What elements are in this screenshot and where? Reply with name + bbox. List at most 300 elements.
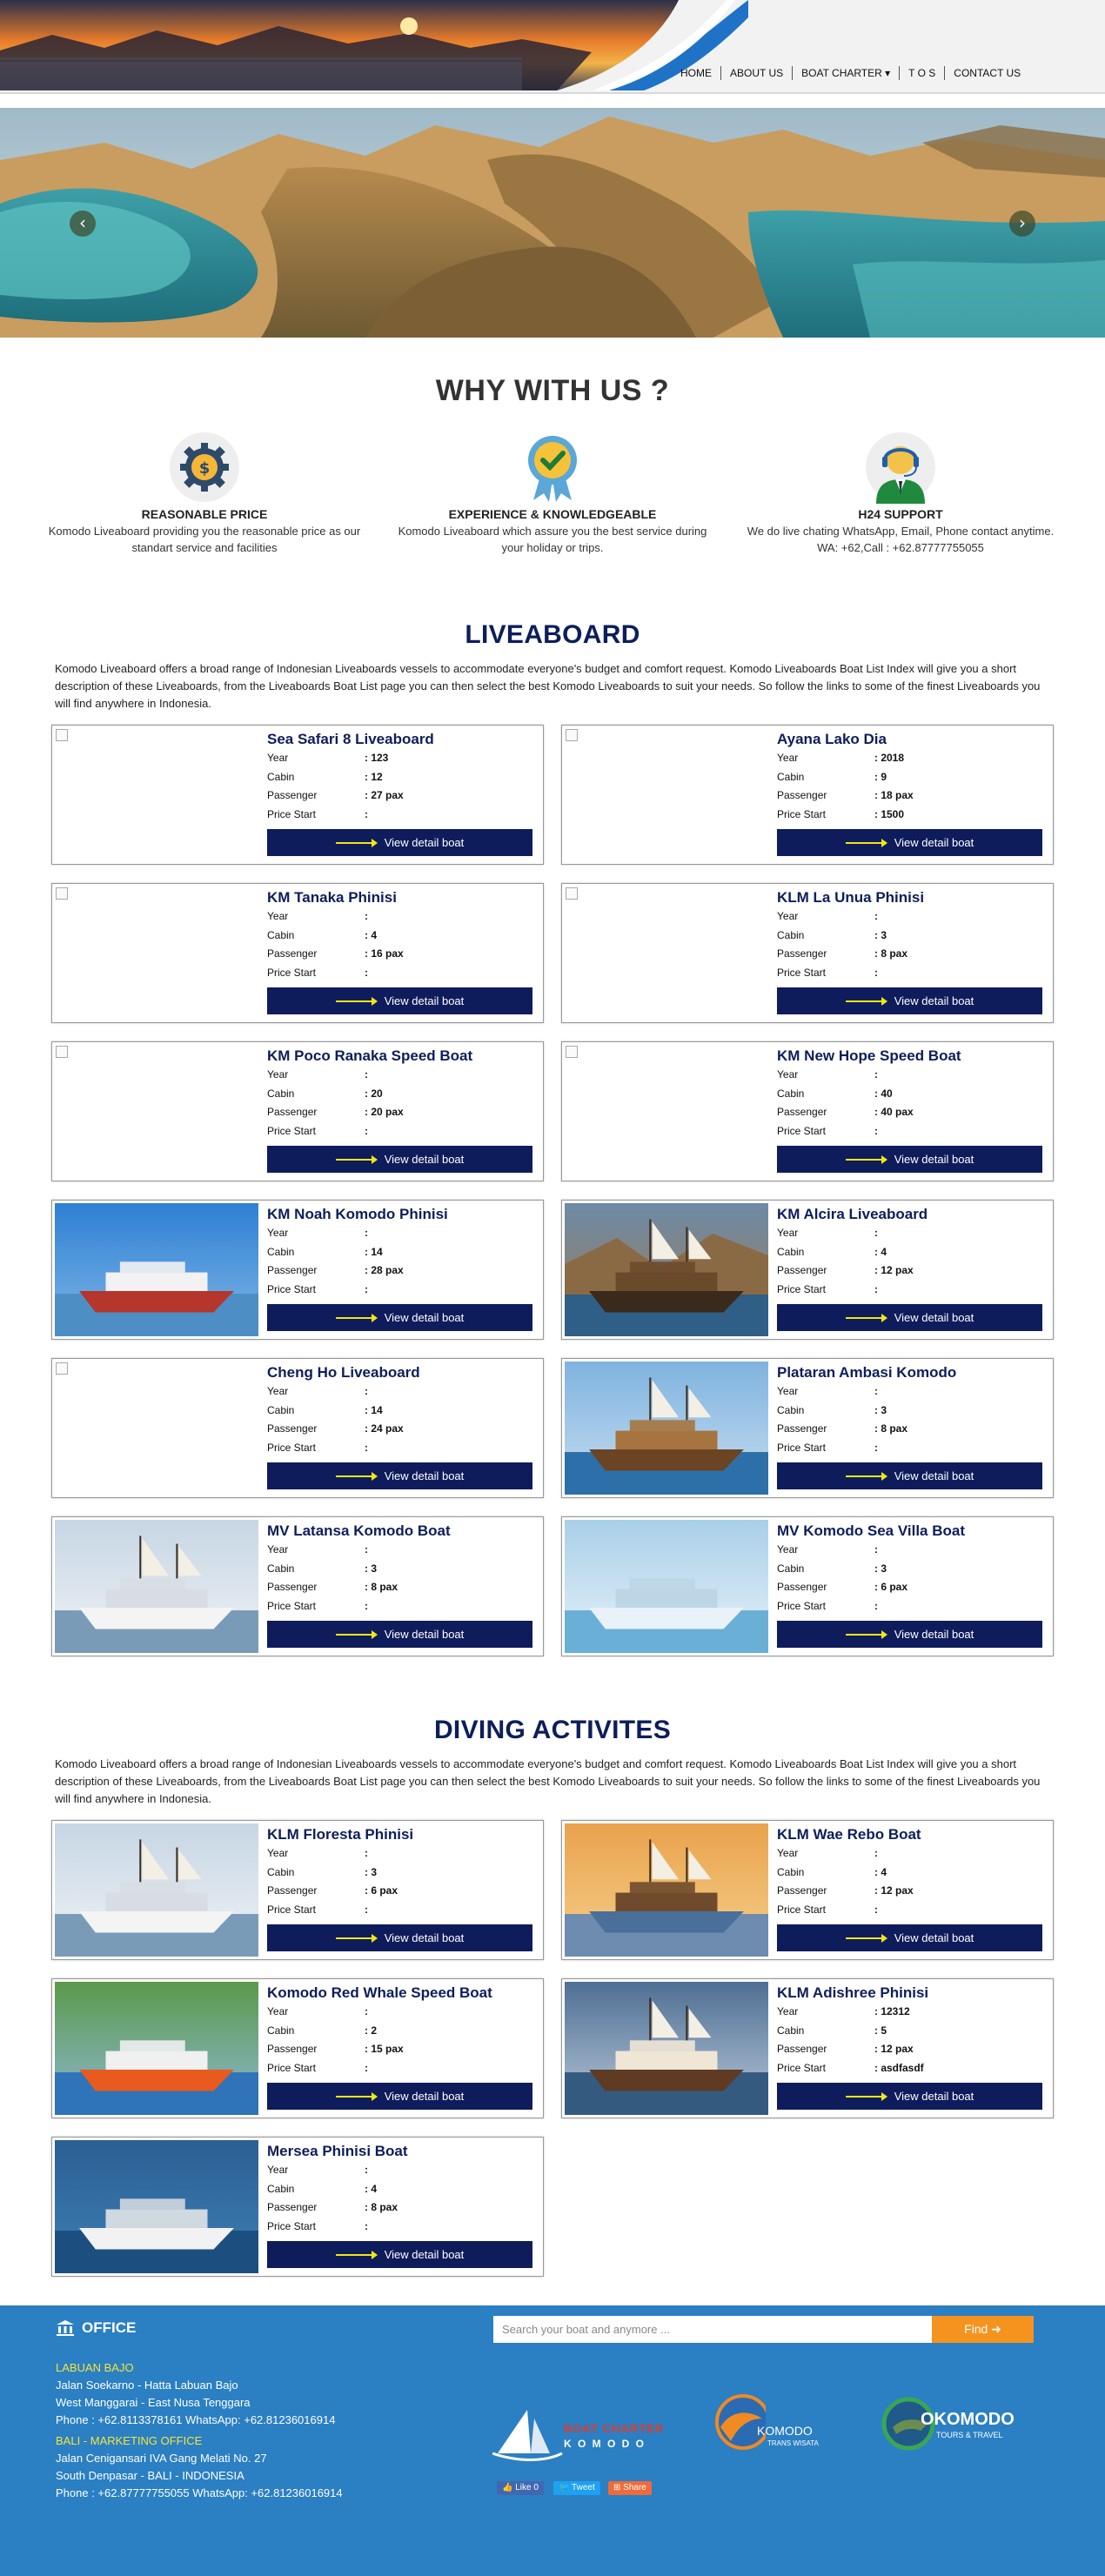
boat-photo[interactable] [55, 1203, 258, 1336]
boat-name[interactable]: KM Noah Komodo Phinisi [267, 1206, 448, 1222]
boat-name[interactable]: Mersea Phinisi Boat [267, 2143, 408, 2159]
hero-carousel [0, 108, 1105, 338]
view-detail-label: View detail boat [894, 1628, 974, 1641]
arrow-right-icon [846, 1634, 886, 1636]
spec-value: : 20 [365, 1087, 383, 1100]
spec-label: Year [777, 1847, 799, 1859]
spec-year [267, 1844, 540, 1863]
spec-cabin [777, 1560, 1050, 1579]
spec-value: : [874, 1543, 878, 1556]
spec-passenger [267, 1261, 540, 1281]
spec-label: Year [777, 910, 799, 922]
office-title: OFFICE [82, 2319, 137, 2336]
view-detail-button[interactable] [267, 1621, 532, 1648]
spec-price [777, 1597, 1050, 1616]
arrow-right-icon [846, 1159, 886, 1161]
spec-price [267, 806, 540, 825]
spec-label: Year [267, 1847, 289, 1859]
spec-year [777, 2003, 1050, 2022]
feature-experience [396, 431, 709, 556]
view-detail-button[interactable] [777, 1146, 1042, 1173]
spec-label: Passenger [777, 1581, 827, 1593]
spec-value: : 4 [365, 2182, 378, 2195]
arrow-right-icon [846, 1317, 886, 1319]
boat-card [51, 1041, 544, 1181]
spec-cabin [777, 1085, 1050, 1104]
view-detail-button[interactable] [267, 1924, 532, 1951]
find-button[interactable]: Find ➜ [932, 2316, 1034, 2343]
boat-name[interactable]: KLM Wae Rebo Boat [777, 1826, 921, 1843]
view-detail-button[interactable] [777, 987, 1042, 1014]
carousel-prev-button[interactable]: ‹ [70, 211, 96, 237]
feature-support [744, 431, 1057, 556]
view-detail-label: View detail boat [894, 1311, 974, 1324]
spec-value: : 14 [365, 1403, 383, 1416]
boat-photo[interactable] [55, 1362, 258, 1495]
spec-value: : 2 [365, 2024, 378, 2037]
spec-passenger [777, 1882, 1050, 1901]
spec-label: Price Start [267, 2219, 317, 2232]
spec-cabin [267, 1560, 540, 1579]
view-detail-button[interactable] [267, 1462, 532, 1489]
logo-text: KOMODO [757, 2424, 813, 2438]
boat-info [258, 1203, 540, 1336]
view-detail-label: View detail boat [894, 1469, 974, 1482]
boat-name[interactable]: MV Latansa Komodo Boat [267, 1522, 451, 1539]
view-detail-label: View detail boat [384, 1311, 465, 1324]
spec-label: Passenger [777, 1884, 827, 1897]
spec-passenger [267, 945, 540, 964]
address-line: Phone : +62.8113378161 WhatsApp: +62.81236016914 [56, 2413, 336, 2426]
spec-label: Passenger [267, 947, 318, 960]
spec-value: : [365, 1385, 368, 1397]
boat-card [51, 725, 544, 865]
search-input[interactable] [493, 2316, 932, 2343]
spec-value: : 123 [365, 752, 389, 764]
spec-price [267, 2059, 540, 2078]
arrow-right-icon [336, 1475, 376, 1477]
spec-value: : [874, 1599, 878, 1612]
spec-year [267, 2003, 540, 2022]
view-detail-label: View detail boat [384, 1153, 465, 1166]
share-button[interactable]: ⊞ Share [608, 2481, 652, 2495]
spec-passenger [267, 2040, 540, 2059]
arrow-right-icon [846, 1000, 886, 1002]
search-bar [493, 2316, 1034, 2343]
boat-info [768, 728, 1050, 861]
view-detail-label: View detail boat [894, 836, 974, 849]
boat-photo[interactable] [55, 887, 258, 1020]
spec-label: Year [777, 1385, 799, 1397]
why-title: WHY WITH US ? [435, 374, 670, 407]
address-line: Phone : +62.87777755055 WhatsApp: +62.81236016914 [56, 2486, 343, 2499]
spec-cabin [777, 1402, 1050, 1421]
spec-value: : 4 [874, 1245, 887, 1258]
spec-year [777, 907, 1050, 927]
boat-info [768, 1203, 1050, 1336]
nav-tos[interactable]: T O S [900, 66, 945, 80]
spec-label: Price Start [267, 966, 317, 979]
spec-year [777, 1066, 1050, 1085]
nav-home[interactable]: HOME [672, 66, 721, 80]
spec-price [267, 2218, 540, 2237]
spec-passenger [267, 2198, 540, 2218]
header-banner [0, 0, 748, 90]
spec-value: : 3 [874, 1403, 887, 1416]
tweet-button[interactable]: 🐦 Tweet [553, 2481, 600, 2495]
boat-photo[interactable] [565, 1982, 768, 2115]
address-line: South Denpasar - BALI - INDONESIA [56, 2469, 244, 2482]
spec-value: : 18 pax [874, 789, 914, 801]
spec-label: Price Start [267, 1903, 317, 1916]
view-detail-label: View detail boat [384, 2090, 465, 2103]
boat-info [258, 887, 540, 1020]
spec-label: Price Start [777, 1282, 827, 1295]
boat-info [258, 1362, 540, 1495]
view-detail-label: View detail boat [384, 1931, 465, 1944]
spec-value: : [874, 910, 878, 922]
spec-value: : [365, 1599, 368, 1612]
diving-title: DIVING ACTIVITES [433, 1716, 672, 1744]
spec-label: Price Start [777, 1599, 827, 1612]
boat-name[interactable]: Sea Safari 8 Liveaboard [267, 731, 434, 747]
office-label: BALI - MARKETING OFFICE [56, 2434, 203, 2447]
spec-passenger [777, 2040, 1050, 2059]
boat-photo[interactable] [565, 1045, 768, 1178]
spec-label: Cabin [777, 928, 805, 941]
broken-image-icon [56, 1362, 68, 1375]
spec-value: : [365, 1903, 368, 1916]
spec-label: Year [777, 1227, 799, 1239]
spec-passenger [777, 945, 1050, 964]
spec-value: : 12 [365, 770, 383, 783]
spec-price [777, 1122, 1050, 1141]
boat-name[interactable]: KM Tanaka Phinisi [267, 889, 397, 906]
spec-value: : 3 [874, 928, 887, 941]
spec-cabin [267, 1402, 540, 1421]
svg-text:$: $ [198, 459, 211, 478]
spec-value: : 1500 [874, 807, 905, 820]
boat-card [51, 1516, 544, 1656]
boat-card [561, 1200, 1054, 1340]
boat-name[interactable]: KLM Adishree Phinisi [777, 1984, 929, 2001]
spec-label: Cabin [267, 2182, 295, 2195]
spec-passenger [267, 1882, 540, 1901]
boat-info [258, 1520, 540, 1653]
arrow-right-icon [336, 842, 376, 844]
view-detail-button[interactable] [267, 2083, 532, 2110]
spec-label: Year [267, 910, 289, 922]
logo-text: K O M O D O [564, 2438, 646, 2450]
spec-value: : [874, 1903, 878, 1916]
arrow-right-icon [336, 1159, 376, 1161]
view-detail-label: View detail boat [894, 2090, 974, 2103]
spec-passenger [777, 786, 1050, 806]
spec-year [777, 1382, 1050, 1402]
spec-value: : 8 pax [365, 2201, 398, 2213]
spec-label: Price Start [267, 1124, 317, 1137]
spec-year [777, 1844, 1050, 1863]
spec-label: Passenger [777, 1106, 827, 1118]
logo-text: BOAT CHARTER [564, 2422, 665, 2435]
spec-label: Price Start [267, 2061, 317, 2074]
boat-info [768, 1823, 1050, 1957]
spec-label: Year [267, 752, 289, 764]
spec-label: Year [267, 1068, 289, 1081]
view-detail-button[interactable] [267, 1146, 532, 1173]
spec-price [777, 1901, 1050, 1920]
spec-cabin [267, 1085, 540, 1104]
spec-label: Cabin [267, 1403, 295, 1416]
spec-cabin [267, 768, 540, 787]
office-label: LABUAN BAJO [56, 2361, 134, 2374]
view-detail-button[interactable] [777, 1621, 1042, 1648]
boat-card [51, 1978, 544, 2118]
why-section [0, 374, 1105, 556]
spec-label: Year [267, 2005, 289, 2017]
spec-value: : 40 [874, 1087, 893, 1100]
arrow-right-icon [846, 2096, 886, 2098]
boat-name[interactable]: KLM La Unua Phinisi [777, 889, 925, 906]
spec-cabin [777, 927, 1050, 946]
spec-label: Cabin [777, 1245, 805, 1258]
view-detail-button[interactable] [777, 829, 1042, 856]
nav-about-us[interactable]: ABOUT US [721, 66, 793, 80]
spec-value: : 28 pax [365, 1264, 404, 1276]
labuan-bajo-address [56, 2359, 335, 2429]
hero-landscape-image [0, 108, 1105, 338]
broken-image-icon [56, 1046, 68, 1058]
spec-cabin [267, 927, 540, 946]
boat-name[interactable]: KLM Floresta Phinisi [267, 1826, 414, 1843]
spec-value: : [365, 966, 368, 979]
spec-value: : 12 pax [874, 1884, 914, 1897]
liveaboard-desc: Komodo Liveaboard offers a broad range of Indonesian Liveaboards vessels to accommodate everyone's budget and comfort request. Komodo Liveaboards Boat List Index will give you a short description of these Liveaboards, from the Liveaboards Boat List page you can then select the best Komodo Liveaboards to suit your needs. So follow the links to some of the finest Liveaboards you will find anywhere in Indonesia. [55, 662, 1041, 710]
view-detail-button[interactable] [267, 1304, 532, 1331]
spec-value: : 4 [365, 928, 378, 941]
spec-value: : [365, 2219, 368, 2232]
spec-label: Price Start [777, 807, 827, 820]
spec-value: : [874, 966, 878, 979]
spec-price [777, 1439, 1050, 1458]
arrow-right-icon [336, 1000, 376, 1002]
address-line: Jalan Soekarno - Hatta Labuan Bajo [56, 2379, 238, 2392]
spec-label: Price Start [267, 807, 317, 820]
spec-year [267, 907, 540, 927]
spec-value: : [365, 1282, 368, 1295]
site-header [0, 0, 1105, 94]
spec-value: : [365, 1068, 368, 1081]
boat-photo[interactable] [565, 1823, 768, 1957]
main-nav [672, 64, 1029, 82]
spec-label: Passenger [267, 1264, 318, 1276]
view-detail-button[interactable] [267, 829, 532, 856]
boat-info [258, 1045, 540, 1178]
boat-photo[interactable] [565, 728, 768, 861]
spec-label: Price Start [777, 966, 827, 979]
spec-passenger [267, 1420, 540, 1439]
view-detail-button[interactable] [267, 2241, 532, 2268]
spec-value: : [874, 1282, 878, 1295]
view-detail-button[interactable] [777, 1924, 1042, 1951]
broken-image-icon [566, 887, 578, 900]
boat-photo[interactable] [565, 1520, 768, 1653]
boat-photo[interactable] [565, 887, 768, 1020]
view-detail-label: View detail boat [384, 836, 465, 849]
spec-label: Year [267, 1385, 289, 1397]
spec-value: : [365, 910, 368, 922]
spec-passenger [267, 1578, 540, 1597]
spec-price [777, 1281, 1050, 1300]
spec-label: Passenger [267, 1106, 318, 1118]
boat-name[interactable]: Komodo Red Whale Speed Boat [267, 1984, 492, 2001]
spec-label: Passenger [267, 789, 318, 801]
boat-name[interactable]: Plataran Ambasi Komodo [777, 1364, 957, 1381]
view-detail-button[interactable] [777, 1304, 1042, 1331]
boat-photo[interactable] [55, 1982, 258, 2115]
boat-name[interactable]: Ayana Lako Dia [777, 731, 887, 747]
boat-info [768, 1045, 1050, 1178]
carousel-next-button[interactable]: › [1009, 211, 1035, 237]
spec-label: Price Start [777, 1903, 827, 1916]
boat-name[interactable]: Cheng Ho Liveaboard [267, 1364, 420, 1381]
okomodo-logo[interactable] [881, 2392, 1037, 2462]
spec-price [267, 1281, 540, 1300]
boat-info [768, 1362, 1050, 1495]
spec-label: Cabin [267, 770, 295, 783]
spec-value: : 12 pax [874, 1264, 914, 1276]
support-agent-icon [864, 431, 937, 504]
nav-boat-charter-dropdown[interactable]: BOAT CHARTER ▾ [793, 66, 900, 80]
address-line: West Manggarai - East Nusa Tenggara [56, 2396, 251, 2409]
spec-label: Year [777, 1543, 799, 1556]
spec-label: Price Start [777, 1441, 827, 1454]
boat-photo[interactable] [565, 1203, 768, 1336]
spec-value: : [365, 1543, 368, 1556]
spec-label: Year [267, 1227, 289, 1239]
view-detail-label: View detail boat [894, 1153, 974, 1166]
boat-card [51, 2137, 544, 2277]
spec-label: Passenger [777, 2043, 827, 2055]
logo-text: TOURS & TRAVEL [936, 2431, 1003, 2439]
spec-value: : [365, 2164, 368, 2176]
spec-label: Cabin [777, 2024, 805, 2037]
view-detail-label: View detail boat [894, 994, 974, 1007]
spec-value: : asdfasdf [874, 2061, 924, 2074]
spec-value: : 24 pax [365, 1422, 404, 1435]
spec-year [777, 1541, 1050, 1560]
boat-name[interactable]: MV Komodo Sea Villa Boat [777, 1522, 966, 1539]
view-detail-button[interactable] [777, 2083, 1042, 2110]
spec-value: : [365, 1847, 368, 1859]
boat-photo[interactable] [55, 2140, 258, 2273]
boat-info [258, 728, 540, 861]
feature-desc: Komodo Liveaboard which assure you the best service during your holiday or trips. [398, 525, 707, 554]
spec-year [267, 1541, 540, 1560]
boat-card [51, 1200, 544, 1340]
spec-price [267, 1901, 540, 1920]
spec-label: Passenger [267, 1884, 318, 1897]
boat-name[interactable]: KM Poco Ranaka Speed Boat [267, 1047, 473, 1064]
spec-passenger [267, 786, 540, 806]
boat-card [561, 883, 1054, 1023]
diving-desc: Komodo Liveaboard offers a broad range of Indonesian Liveaboards vessels to accommodate everyone's budget and comfort request. Komodo Liveaboards Boat List Index will give you a short description of these Liveaboards, from the Liveaboards Boat List page you can then select the best Komodo Liveaboards to suit your needs. So follow the links to some of the finest Liveaboards you will find anywhere in Indonesia. [55, 1757, 1041, 1805]
spec-label: Passenger [777, 1264, 827, 1276]
spec-year [267, 2161, 540, 2180]
spec-value: : [365, 2005, 368, 2017]
arrow-right-icon [336, 1634, 376, 1636]
boat-info [768, 1520, 1050, 1653]
spec-price [777, 964, 1050, 983]
nav-contact-us[interactable]: CONTACT US [954, 67, 1021, 79]
spec-label: Cabin [267, 1245, 295, 1258]
spec-value: : 3 [365, 1562, 378, 1575]
arrow-right-icon [336, 1937, 376, 1939]
arrow-right-icon [846, 1475, 886, 1477]
spec-price [267, 1122, 540, 1141]
bali-address [56, 2432, 343, 2502]
view-detail-button[interactable] [267, 987, 532, 1014]
boat-info [258, 1823, 540, 1957]
feature-desc: Komodo Liveaboard providing you the reasonable price as our standart service and facilities [48, 525, 361, 554]
spec-value: : 4 [874, 1865, 887, 1878]
view-detail-label: View detail boat [384, 2248, 465, 2261]
spec-value: : 40 pax [874, 1106, 914, 1118]
spec-passenger [777, 1261, 1050, 1281]
spec-label: Passenger [267, 1422, 318, 1435]
view-detail-button[interactable] [777, 1462, 1042, 1489]
boat-card [561, 1516, 1054, 1656]
broken-image-icon [566, 729, 578, 741]
boat-name[interactable]: KM Alcira Liveaboard [777, 1206, 928, 1222]
spec-year [777, 749, 1050, 768]
spec-value: : [874, 1441, 878, 1454]
spec-value: : 8 pax [874, 1422, 908, 1435]
view-detail-label: View detail boat [384, 1628, 465, 1641]
boat-charter-komodo-logo[interactable] [492, 2392, 677, 2462]
spec-value: : [365, 2061, 368, 2074]
spec-value: : 8 pax [874, 947, 908, 960]
facebook-like-button[interactable]: 👍 Like 0 [497, 2481, 544, 2495]
logo-text: OKOMODO [921, 2410, 1015, 2429]
view-detail-label: View detail boat [894, 1931, 974, 1944]
boat-card [51, 1820, 544, 1960]
boat-photo[interactable] [565, 1362, 768, 1495]
spec-value: : 8 pax [365, 1581, 398, 1593]
spec-price [267, 964, 540, 983]
spec-label: Year [267, 2164, 289, 2176]
spec-value: : 27 pax [365, 789, 404, 801]
boat-photo[interactable] [55, 728, 258, 861]
spec-label: Passenger [777, 947, 827, 960]
spec-passenger [777, 1578, 1050, 1597]
boat-photo[interactable] [55, 1045, 258, 1178]
feature-title: H24 SUPPORT [858, 507, 943, 521]
spec-passenger [777, 1420, 1050, 1439]
spec-value: : 5 [874, 2024, 887, 2037]
spec-cabin [267, 2022, 540, 2041]
boat-photo[interactable] [55, 1823, 258, 1957]
boat-name[interactable]: KM New Hope Speed Boat [777, 1047, 961, 1064]
arrow-right-icon [336, 2254, 376, 2256]
spec-passenger [267, 1103, 540, 1122]
komodo-trans-wisata-logo[interactable] [713, 2392, 853, 2462]
spec-label: Year [777, 752, 799, 764]
spec-value: : 15 pax [365, 2043, 404, 2055]
boat-photo[interactable] [55, 1520, 258, 1653]
office-heading [56, 2319, 136, 2337]
diving-grid [51, 1820, 1054, 2277]
